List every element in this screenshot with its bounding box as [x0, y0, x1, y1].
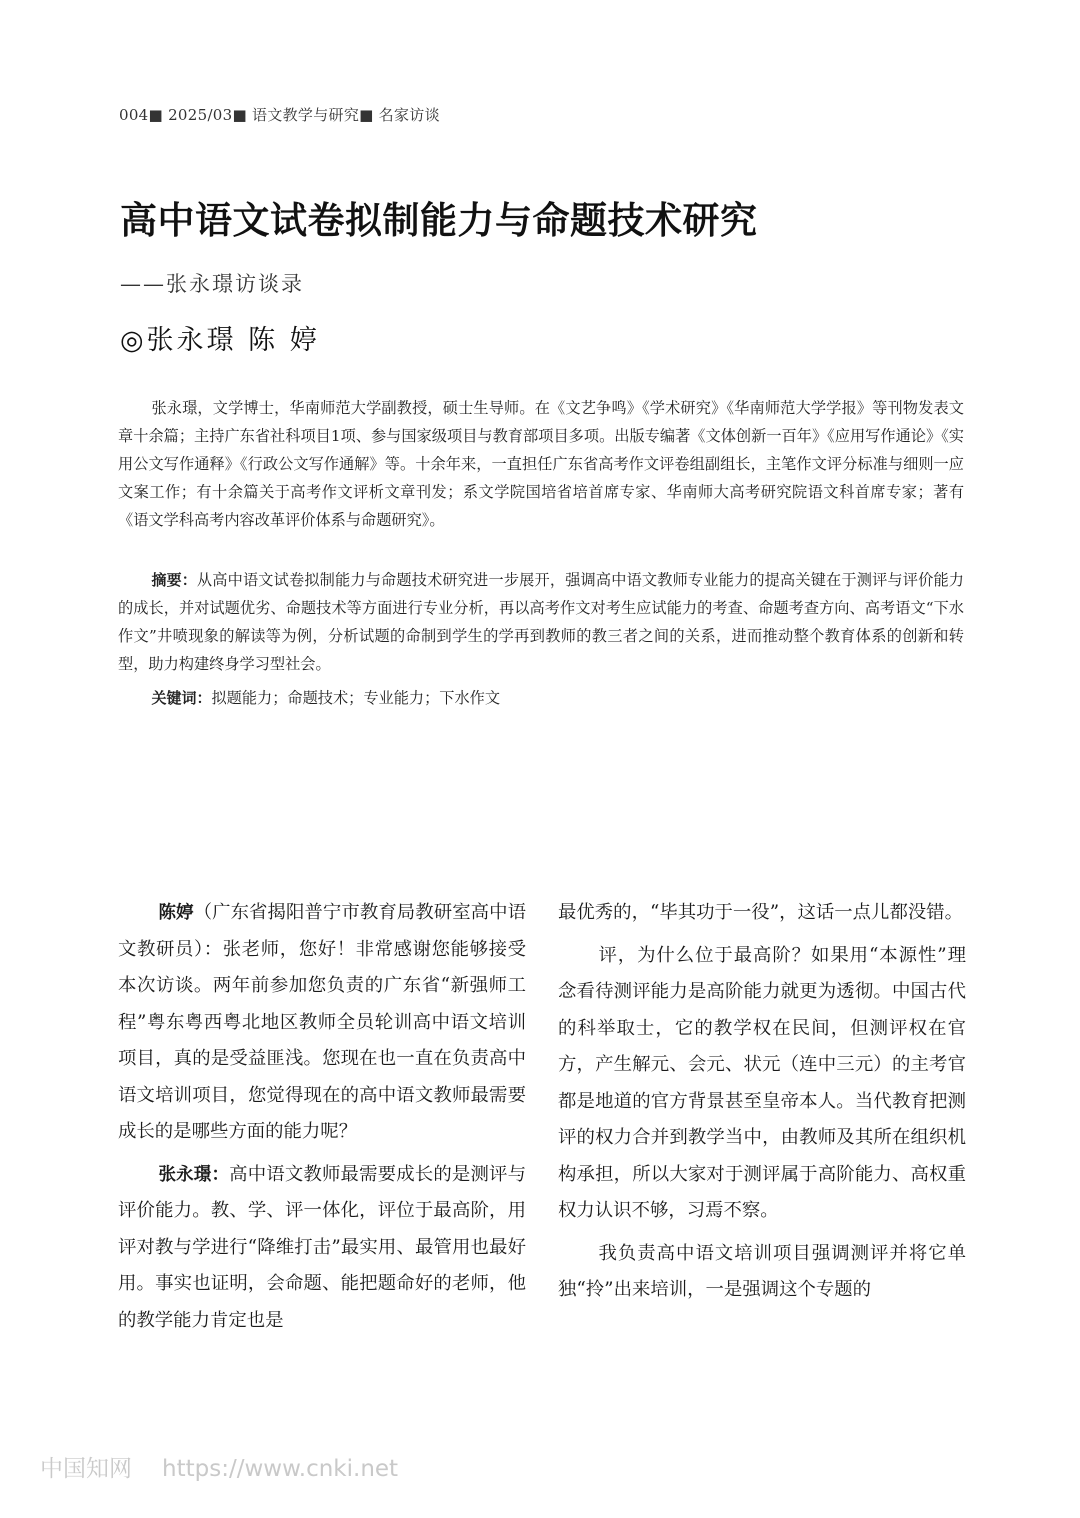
- body-paragraph: [118, 1157, 526, 1340]
- keywords-text: 拟题能力；命题技术；专业能力；下水作文: [211, 689, 501, 707]
- body-paragraph: 最优秀的，“毕其功于一役”，这话一点儿都没错。: [558, 902, 964, 923]
- body-paragraph: 评，为什么位于最高阶？如果用“本源性”理念看待测评能力是高阶能力就更为透彻。中国古代的科举取士，它的教学权在民间，但测评权在官方，产生解元、会元、状元（连中三元）的主考官都是地道的官方背景甚至皇帝本人。当代教育把测评的权力合并到教学当中，由教师及其所在组织机构承担，所以大家对于测评属于高阶能力、高权重权力认识不够，习焉不察。: [558, 944, 966, 1221]
- speaker-name: 张永璟：: [158, 1164, 230, 1185]
- article-authors: ◎张永璟 陈 婷: [120, 325, 320, 356]
- body-paragraph: [118, 895, 526, 1151]
- body-column-right: [558, 895, 966, 1309]
- article-subtitle: ——张永璟访谈录: [120, 272, 304, 296]
- abstract: [118, 566, 964, 678]
- running-header: 004■ 2025/03■ 语文教学与研究■ 名家访谈: [119, 106, 440, 124]
- keywords-label: 关键词：: [151, 689, 212, 707]
- abstract-text: 从高中语文试卷拟制能力与命题技术研究进一步展开，强调高中语文教师专业能力的提高关键在于测评与评价能力的成长，并对试题优劣、命题技术等方面进行专业分析，再以高考作文对考生应试能力的考查、命题考查方向、高考语文“下水作文”井喷现象的解读等为例，分析试题的命制到学生的学再到教师的教三者之间的关系，进而推动整个教育体系的创新和转型，助力构建终身学习型社会。: [118, 571, 964, 673]
- cnki-watermark: [40, 1450, 398, 1483]
- article-title: 高中语文试卷拟制能力与命题技术研究: [120, 199, 758, 242]
- watermark-brand: 中国知网: [40, 1456, 132, 1482]
- paragraph-text: 高中语文教师最需要成长的是测评与评价能力。教、学、评一体化，评位于最高阶，用评对教与学进行“降维打击”最实用、最管用也最好用。事实也证明，会命题、能把题命好的老师，他的教学能力肯定也是: [118, 1163, 526, 1331]
- body-column-left: [118, 895, 526, 1339]
- body-paragraph: 我负责高中语文培训项目强调测评并将它单独“拎”出来培训，一是强调这个专题的: [558, 1242, 966, 1300]
- abstract-label: 摘要：: [151, 571, 197, 589]
- watermark-url: https://www.cnki.net: [162, 1456, 399, 1482]
- paragraph-text: （广东省揭阳普宁市教育局教研室高中语文教研员）：张老师，您好！非常感谢您能够接受本次访谈。两年前参加您负责的广东省“新强师工程”粤东粤西粤北地区教师全员轮训高中语文培训项目，真的是受益匪浅。您现在也一直在负责高中语文培训项目，您觉得现在的高中语文教师最需要成长的是哪些方面的能力呢？: [118, 902, 526, 1142]
- author-bio: 张永璟，文学博士，华南师范大学副教授，硕士生导师。在《文艺争鸣》《学术研究》《华南师范大学学报》等刊物发表文章十余篇；主持广东省社科项目1项、参与国家级项目与教育部项目多项。出版专编著《文体创新一百年》《应用写作通论》《实用公文写作通释》《行政公文写作通解》等。十余年来，一直担任广东省高考作文评卷组副组长，主笔作文评分标准与细则一应文案工作；有十余篇关于高考作文评析文章刊发；系文学院国培省培首席专家、华南师大高考研究院语文科首席专家；著有《语文学科高考内容改革评价体系与命题研究》。: [118, 399, 964, 529]
- speaker-name: 陈婷: [158, 903, 194, 923]
- keywords: [118, 684, 500, 712]
